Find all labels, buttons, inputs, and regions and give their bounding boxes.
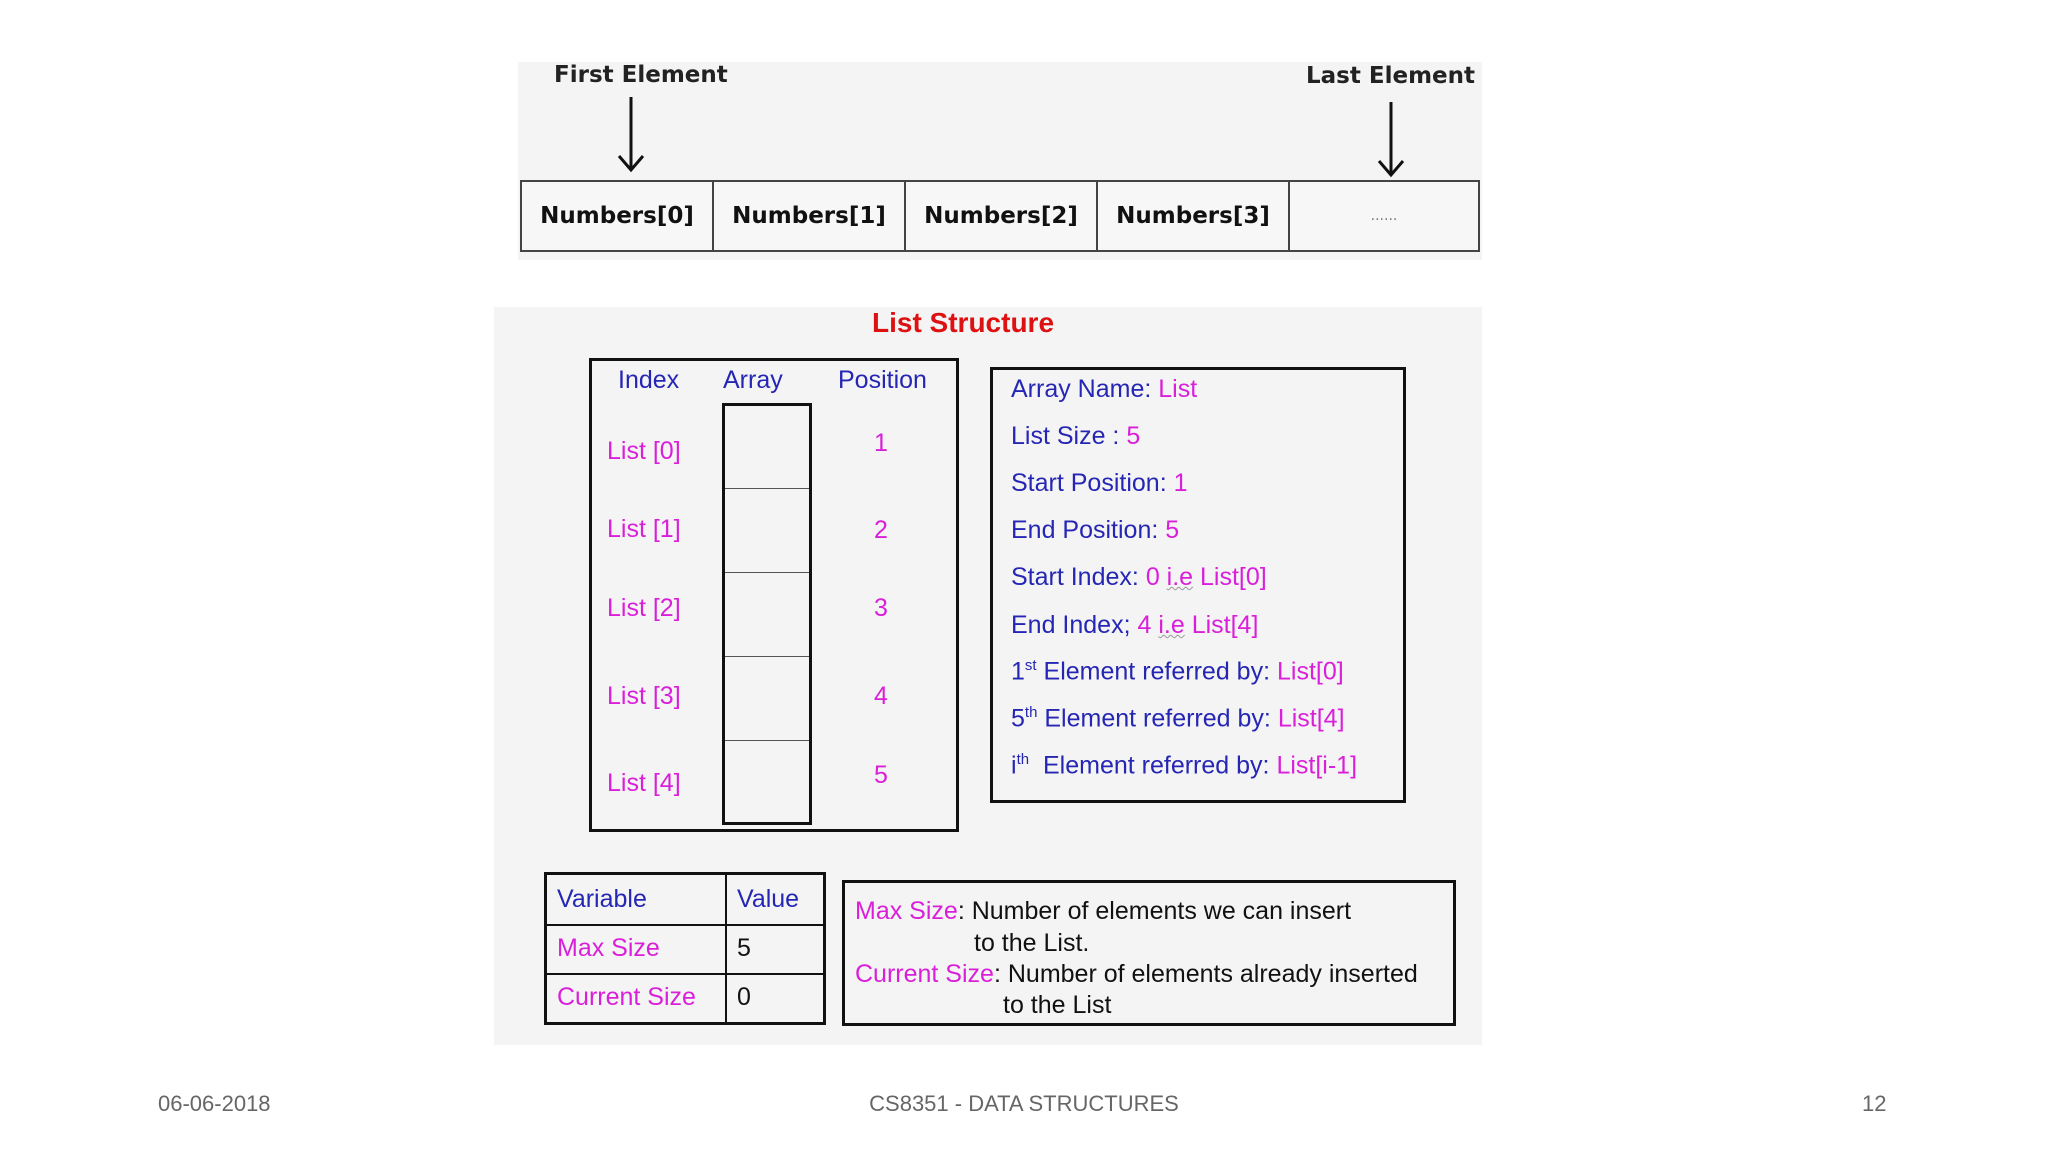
definitions-box: [842, 880, 1456, 1026]
table-row: [547, 973, 823, 1022]
def-current-size-cont: to the List: [1003, 991, 1112, 1019]
last-arrow-icon: [1379, 102, 1403, 175]
list-structure-panel: [494, 307, 1482, 1045]
array-diagram: [518, 62, 1482, 260]
list-structure-title: List Structure: [871, 307, 1055, 338]
footer-course: CS8351 - DATA STRUCTURES: [869, 1091, 1179, 1116]
info-array-name: Array Name: List: [1011, 375, 1198, 403]
info-start-index: Start Index: 0 i.e List[0]: [1011, 563, 1267, 591]
position-label-2: 3: [874, 594, 888, 622]
list-info-box: [990, 367, 1406, 803]
info-ith-element: $i^{th}$ Element referred by: List[i-1]: [1011, 751, 1358, 780]
info-fifth-element: 5th Element referred by: List[4]: [1011, 704, 1345, 733]
footer-date: 06-06-2018: [158, 1091, 271, 1116]
def-max-size-cont: to the List.: [974, 929, 1090, 957]
index-array-box: [589, 358, 959, 832]
var-value-current-size: 0: [737, 983, 751, 1011]
var-name-current-size: Current Size: [557, 983, 696, 1011]
info-end-index: End Index; 4 i.e List[4]: [1011, 611, 1259, 639]
first-arrow-icon: [619, 97, 643, 170]
header-variable: Variable: [557, 885, 647, 913]
array-cell-ellipsis: ......: [1288, 180, 1480, 252]
position-label-3: 4: [874, 682, 888, 710]
info-end-position: End Position: 5: [1011, 516, 1180, 544]
array-slot: [725, 406, 809, 489]
index-label-2: List [2]: [607, 594, 681, 622]
array-cell-1: Numbers[1]: [712, 180, 906, 252]
position-label-4: 5: [874, 761, 888, 789]
arrow-icons: [518, 62, 1482, 182]
array-column: [722, 403, 812, 825]
position-label-0: 1: [874, 429, 888, 457]
array-slot: [725, 574, 809, 657]
array-cell-2: Numbers[2]: [904, 180, 1098, 252]
def-max-size: Max Size: Number of elements we can insert: [855, 897, 1352, 925]
table-header-row: [547, 875, 823, 924]
index-label-0: List [0]: [607, 437, 681, 465]
array-slot: [725, 658, 809, 741]
var-name-max-size: Max Size: [557, 934, 660, 962]
def-current-size: Current Size: Number of elements already inserted: [855, 960, 1418, 988]
info-list-size: List Size : 5: [1011, 422, 1141, 450]
index-label-4: List [4]: [607, 769, 681, 797]
array-cell-0: Numbers[0]: [520, 180, 714, 252]
variable-value-table: [544, 872, 826, 1025]
array-slot: [725, 490, 809, 573]
var-value-max-size: 5: [737, 934, 751, 962]
index-label-1: List [1]: [607, 515, 681, 543]
table-row: [547, 924, 823, 973]
info-first-element: 1st Element referred by: List[0]: [1011, 657, 1344, 686]
array-cell-3: Numbers[3]: [1096, 180, 1290, 252]
header-position: Position: [838, 366, 927, 394]
last-element-label: Last Element: [1306, 63, 1475, 89]
index-label-3: List [3]: [607, 682, 681, 710]
header-value: Value: [737, 885, 800, 913]
position-label-1: 2: [874, 516, 888, 544]
footer-page-number: 12: [1862, 1091, 1887, 1116]
first-element-label: First Element: [554, 62, 728, 88]
info-start-position: Start Position: 1: [1011, 469, 1188, 497]
header-index: Index: [618, 366, 680, 394]
header-array: Array: [723, 366, 783, 394]
